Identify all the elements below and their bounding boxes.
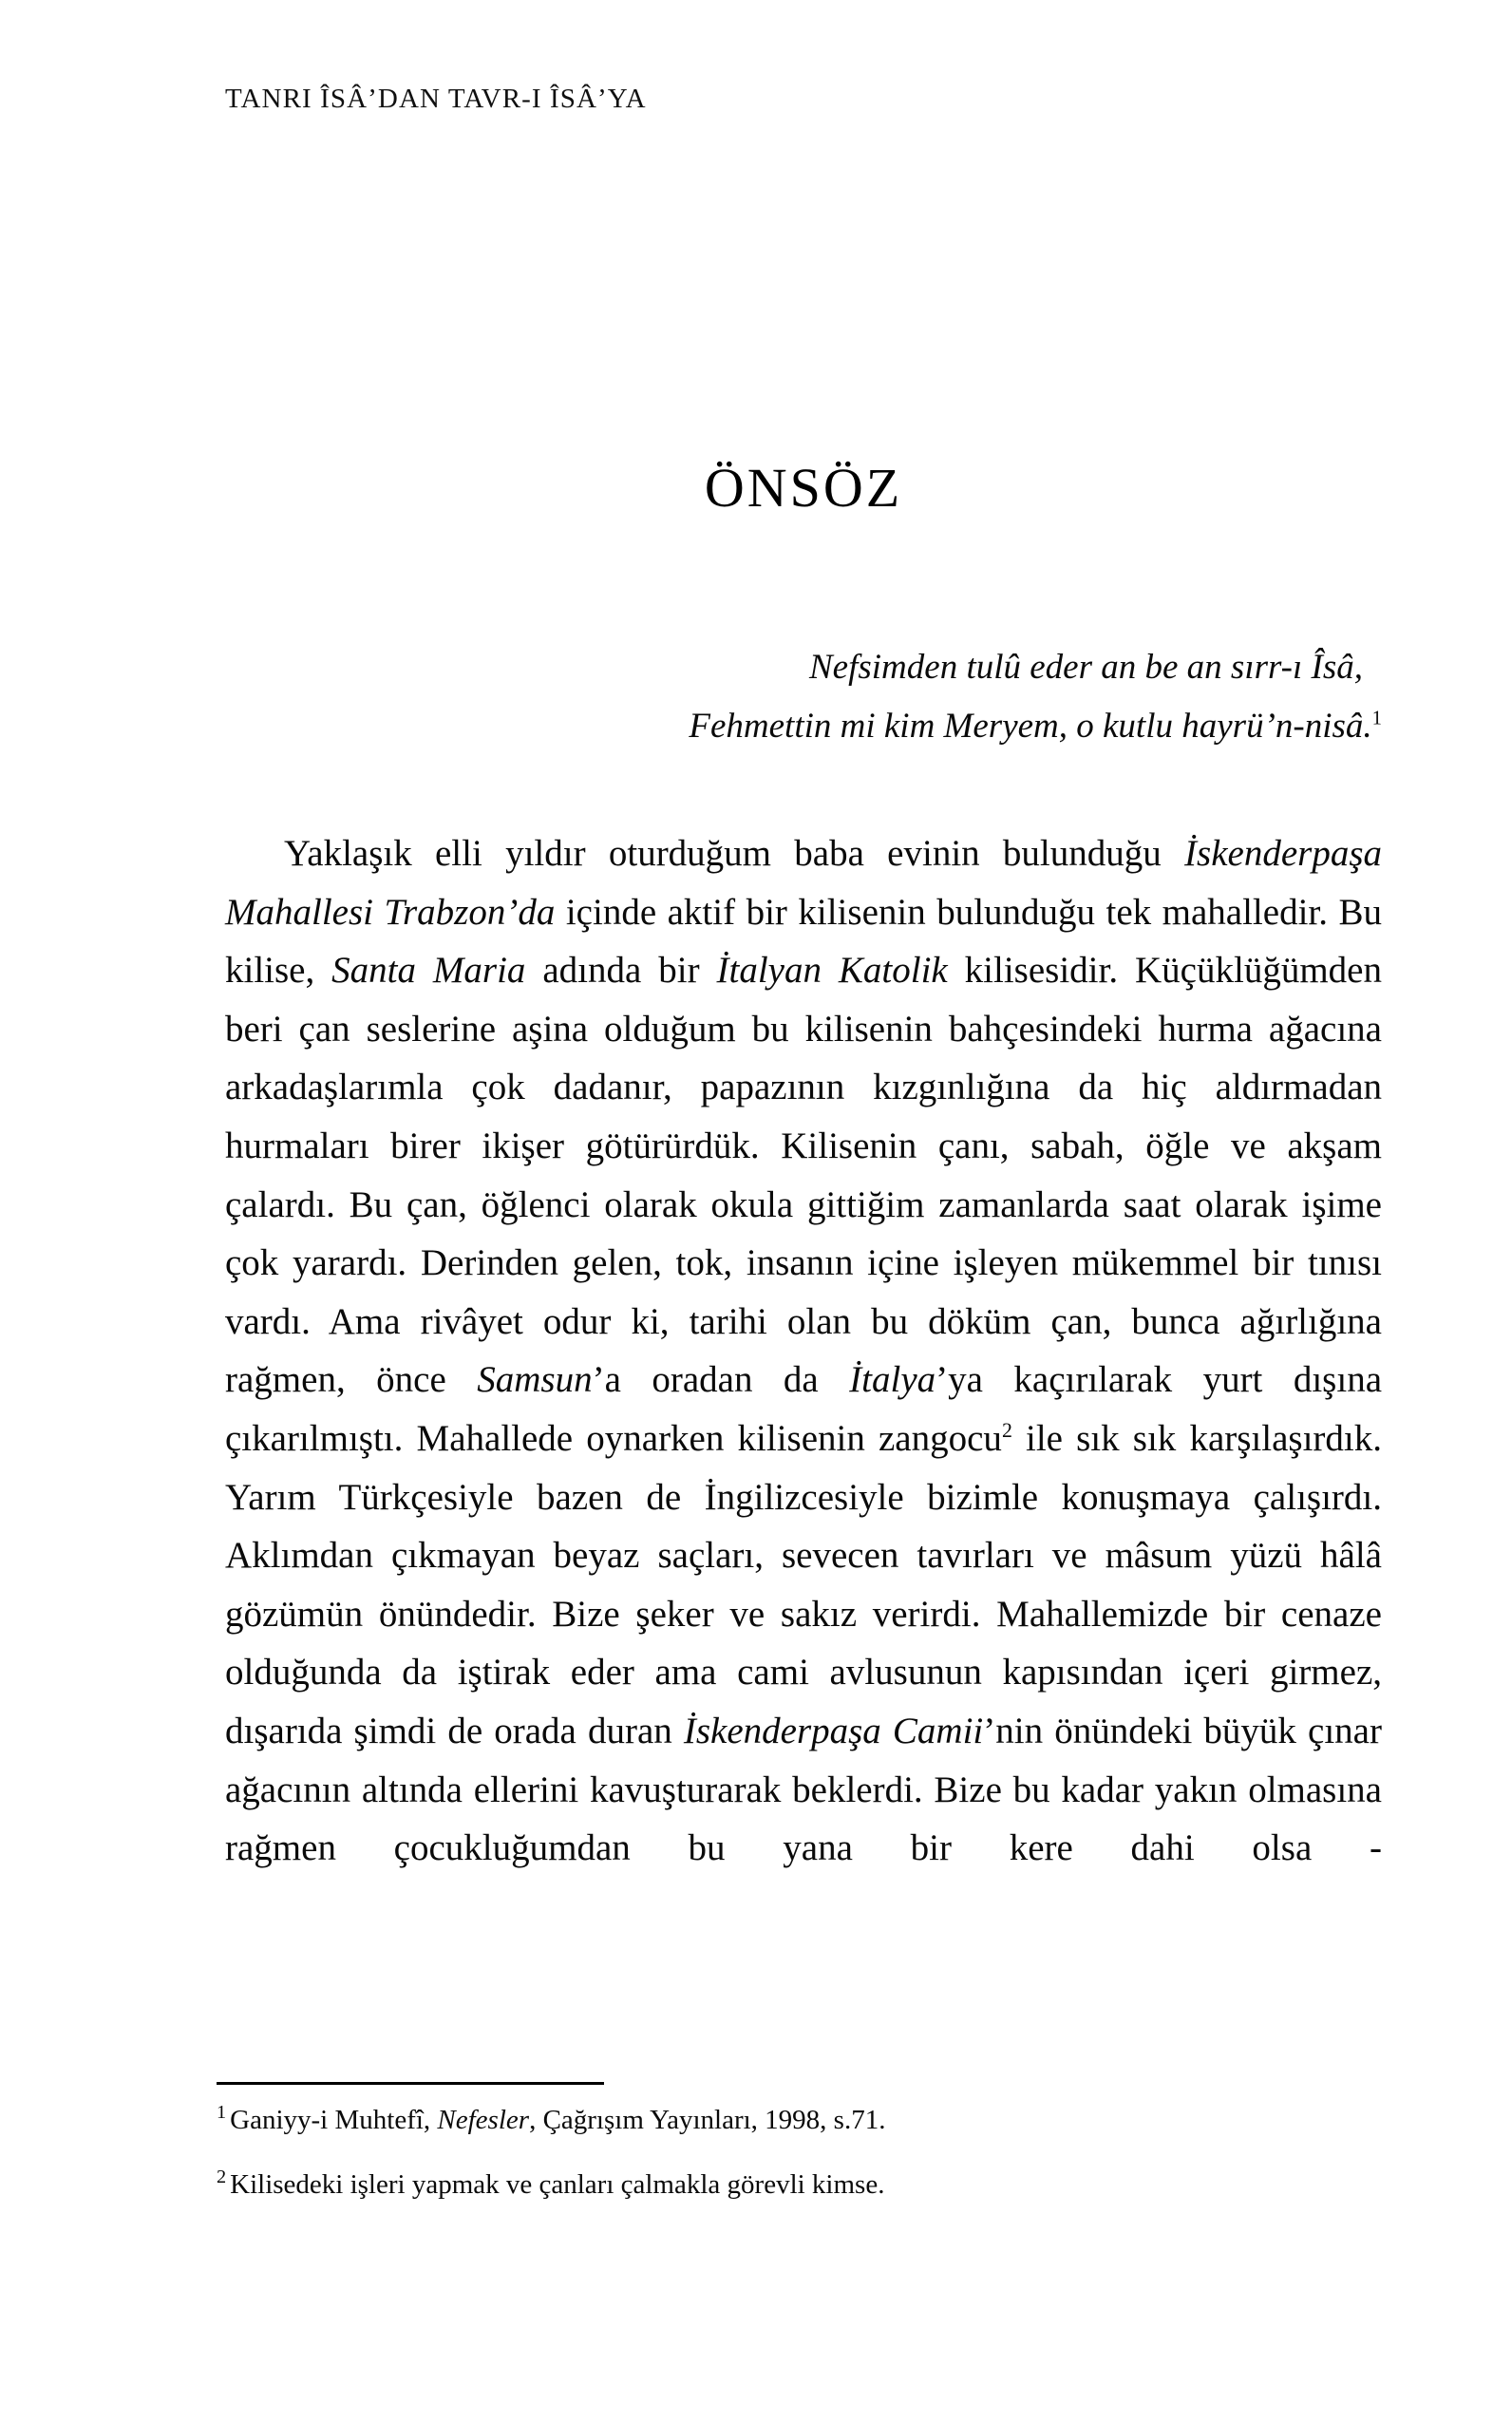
text-run: ’nin önündeki büyük çınar ağacının altında ellerini kavuşturarak beklerdi. Bize bu kadar yakın olmasına rağmen çocukluğumdan bu yana bir kere dahi olsa - — [225, 1710, 1382, 1869]
text-run: Yaklaşık elli yıldır oturduğum baba evinin bulunduğu — [284, 833, 1185, 874]
text-run: içinde aktif bir kilisenin bulunduğu tek mahalledir. Bu kilise, — [225, 891, 1382, 992]
footnote-marker-1[interactable]: 1 — [1371, 708, 1382, 729]
footnote-marker-2[interactable]: 2 — [1001, 1418, 1012, 1442]
footnote-1 — [217, 2101, 1385, 2139]
epigraph-line-1: Nefsimden tulû eder an be an sırr-ı Îsâ, — [809, 648, 1363, 687]
text-run: kilisesidir. Küçüklüğümden beri çan seslerine aşina olduğum bu kilisenin bahçesindeki hurma ağacına arkadaşlarımla çok dadanır, papazının kızgınlığına da hiç aldırmadan hurmaları birer ikişer götürürdük. Kilisenin çanı, sabah, öğle ve akşam çalardı. Bu çan, öğlenci olarak okula gittiğim zamanlarda saat olarak işime çok yarardı. Derinden gelen, tok, insanın içine işleyen mükemmel bir tınısı vardı. Ama rivâyet odur ki, tarihi olan bu döküm çan, bunca ağırlığına rağmen, önce — [225, 950, 1382, 1401]
footnote-list — [217, 2101, 1385, 2230]
italic-run: Santa Maria — [331, 950, 526, 992]
epigraph — [225, 638, 1382, 756]
body-text — [225, 824, 1382, 1936]
text-run: ile sık sık karşılaşırdık. Yarım Türkçesiyle bazen de İngilizcesiyle bizimle konuşmaya çalışırdı. Aklımdan çıkmayan beyaz saçları, sevecen tavırları ve mâsum yüzü hâlâ gözümün önündedir. Bize şeker ve sakız verirdi. Mahallemizde bir cenaze olduğunda da iştirak eder ama cami avlusunun kapısından içeri girmez, dışarıda şimdi de orada duran — [225, 1417, 1382, 1751]
footnote-2 — [217, 2166, 1385, 2204]
epigraph-line-2-text: Fehmettin mi kim Meryem, o kutlu hayrü’n-nisâ. — [689, 707, 1372, 746]
text-run: adında bir — [525, 950, 717, 992]
italic-run: Nefesler — [437, 2105, 530, 2135]
footnote-number-1: 1 — [217, 2102, 227, 2124]
italic-run: İskenderpaşa Camii — [683, 1710, 984, 1751]
text-run: ’ya kaçırılarak yurt dışına çıkarılmıştı. Mahallede oynarken kilisenin zangocu — [225, 1359, 1383, 1459]
epigraph-line-2 — [225, 697, 1382, 756]
footnote-number-2: 2 — [217, 2167, 227, 2188]
text-run: Ganiyy-i Muhtefî, — [230, 2105, 438, 2135]
italic-run: Samsun — [477, 1359, 593, 1401]
page-title: ÖNSÖZ — [704, 457, 903, 519]
running-header: TANRI ÎSÂ’DAN TAVR-I ÎSÂ’YA — [225, 84, 647, 114]
italic-run: İskenderpaşa Mahallesi Trabzon’da — [225, 833, 1382, 933]
italic-run: İtalyan Katolik — [716, 950, 948, 992]
footnote-separator — [217, 2082, 604, 2085]
body-paragraph — [225, 824, 1382, 1936]
text-run: , Çağrışım Yayınları, 1998, s.71. — [529, 2105, 886, 2135]
text-run: ’a oradan da — [592, 1359, 850, 1401]
italic-run: İtalya — [849, 1359, 936, 1401]
text-run: Kilisedeki işleri yapmak ve çanları çalmakla görevli kimse. — [230, 2169, 885, 2200]
